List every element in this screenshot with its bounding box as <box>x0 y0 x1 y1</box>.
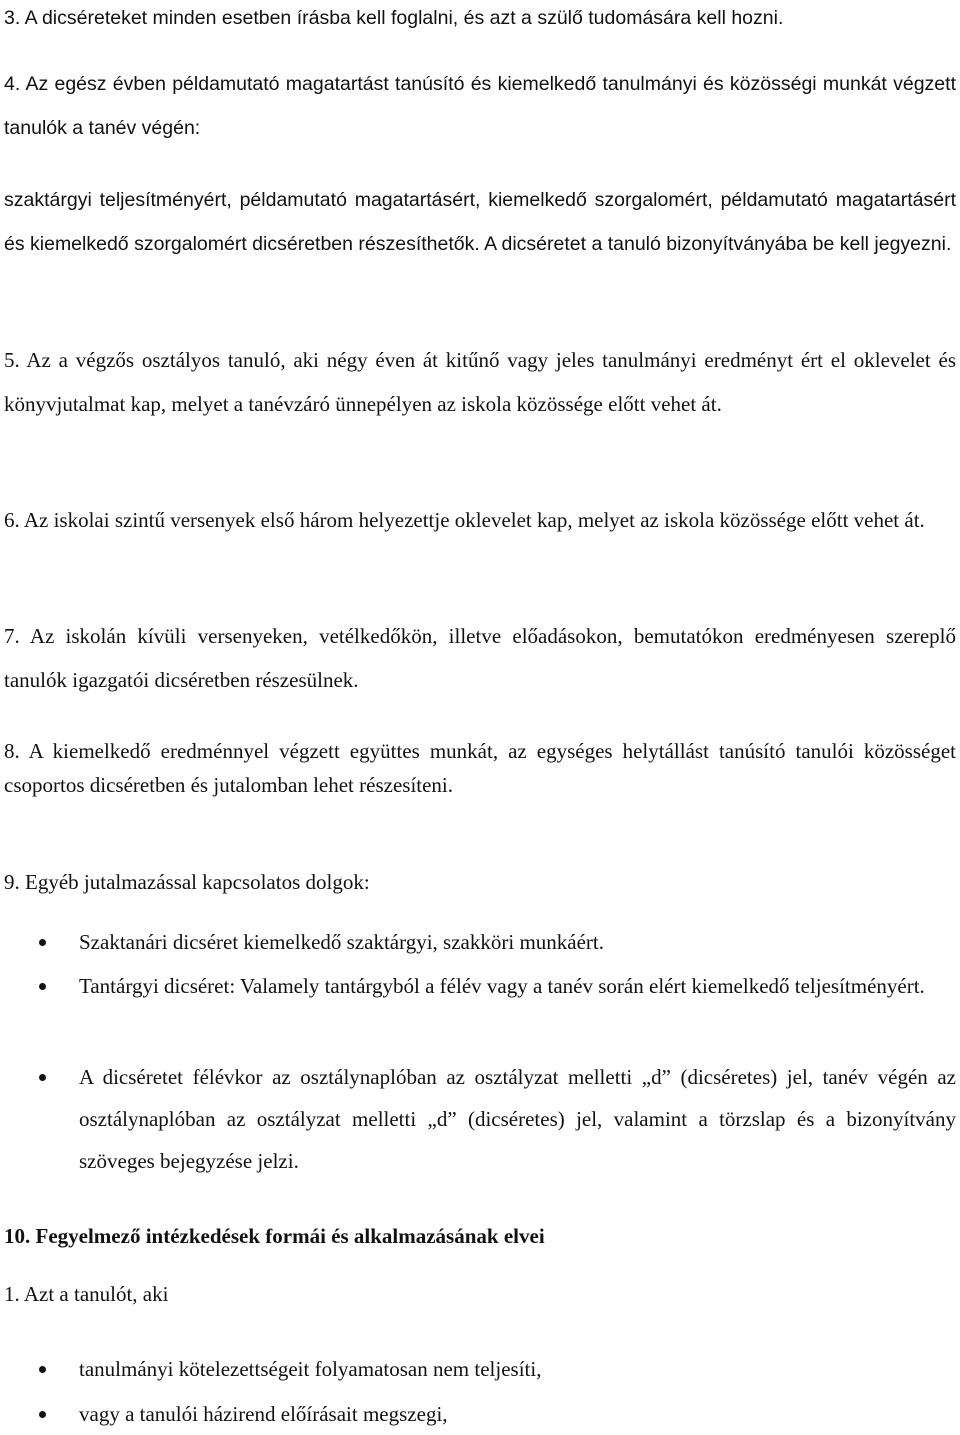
section-10-intro: 1. Azt a tanulót, aki <box>4 1282 169 1306</box>
paragraph-6: 6. Az iskolai szintű versenyek első három helyezettje oklevelet kap, melyet az iskola közössége előtt vehet át. <box>4 508 925 532</box>
list-item: tanulmányi kötelezettségeit folyamatosan nem teljesíti, <box>79 1357 542 1381</box>
paragraph-8: 8. A kiemelkedő eredménnyel végzett együttes munkát, az egységes helytállást tanúsító tanulói közösséget csoportos dicséretben és jutalomban lehet részesíteni. <box>4 739 956 797</box>
bullet-icon <box>39 1411 46 1418</box>
paragraph-9-heading: 9. Egyéb jutalmazással kapcsolatos dolgok: <box>4 870 370 894</box>
section-10-heading: 10. Fegyelmező intézkedések formái és alkalmazásának elvei <box>4 1224 545 1248</box>
paragraph-4-detail: szaktárgyi teljesítményért, példamutató magatartásért, kiemelkedő szorgalomért, példamutató magatartásért és kiemelkedő szorgalomért dicséretben részesíthetők. A dicséretet a tanuló bizonyítványába be kell jegyezni. <box>4 189 956 255</box>
list-item: Szaktanári dicséret kiemelkedő szaktárgyi, szakköri munkáért. <box>79 930 604 954</box>
bullet-icon <box>39 939 46 946</box>
paragraph-4-intro: 4. Az egész évben példamutató magatartást tanúsító és kiemelkedő tanulmányi és közösségi munkát végzett tanulók a tanév végén: <box>4 73 956 139</box>
paragraph-3: 3. A dicséreteket minden esetben írásba kell foglalni, és azt a szülő tudomására kell hozni. <box>4 7 784 29</box>
paragraph-7: 7. Az iskolán kívüli versenyeken, vetélkedőkön, illetve előadásokon, bemutatókon eredményesen szereplő tanulók igazgatói dicséretben részesülnek. <box>4 624 956 692</box>
list-item: A dicséretet félévkor az osztálynaplóban az osztályzat melletti „d” (dicséretes) jel, tanév végén az osztálynaplóban az osztályzat melletti „d” (dicséretes) jel, valamint a törzslap és a bizonyítvány szöveges bejegyzése jelzi. <box>79 1065 956 1173</box>
list-item: vagy a tanulói házirend előírásait megszegi, <box>79 1402 448 1426</box>
bullet-icon <box>39 983 46 990</box>
bullet-icon <box>39 1366 46 1373</box>
paragraph-5: 5. Az a végzős osztályos tanuló, aki négy éven át kitűnő vagy jeles tanulmányi eredményt ért el oklevelet és könyvjutalmat kap, melyet a tanévzáró ünnepélyen az iskola közössége előtt vehet át. <box>4 348 956 416</box>
list-item: Tantárgyi dicséret: Valamely tantárgyból a félév vagy a tanév során elért kiemelkedő teljesítményért. <box>79 974 925 998</box>
bullet-icon <box>39 1074 46 1081</box>
